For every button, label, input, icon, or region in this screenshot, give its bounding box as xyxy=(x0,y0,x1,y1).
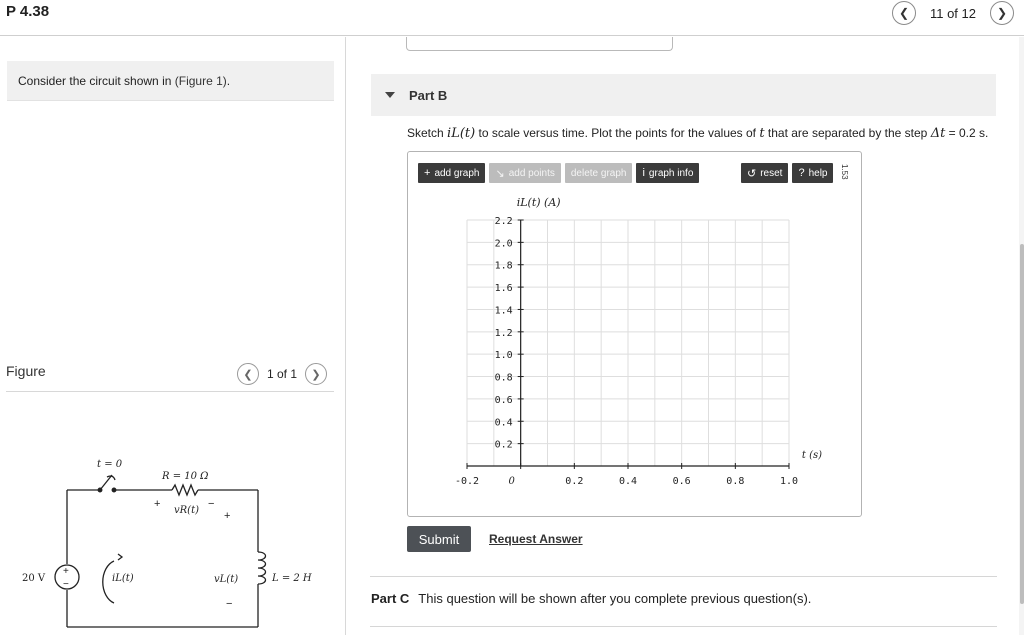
part-b-label: Part B xyxy=(409,88,448,103)
instruction-mid2: that are separated by the step xyxy=(764,126,931,140)
inductor-label: L = 2 H xyxy=(272,573,312,584)
info-icon: i xyxy=(642,167,645,179)
instruction-sketch: Sketch xyxy=(407,126,448,140)
y-tick-label: 0.6 xyxy=(494,394,513,406)
collapse-triangle-icon[interactable] xyxy=(385,92,395,98)
x-tick-label: 1.0 xyxy=(779,476,799,487)
figure-label: Figure xyxy=(6,363,46,379)
add-graph-label: add graph xyxy=(434,167,480,179)
left-panel xyxy=(0,37,346,635)
figure-link[interactable]: (Figure 1) xyxy=(174,74,227,88)
top-bar xyxy=(0,0,1024,36)
instruction-mid: to scale versus time. Plot the points for the values of xyxy=(475,126,760,140)
y-axis-label: iL(t) (A) xyxy=(516,196,561,209)
add-graph-button[interactable] xyxy=(418,163,485,183)
y-tick-label: 1.4 xyxy=(494,305,513,317)
reset-button[interactable] xyxy=(741,163,788,183)
instruction-func: iL(t) xyxy=(447,126,476,141)
y-tick-label: 1.0 xyxy=(494,350,513,362)
intro-prefix: Consider the circuit shown in xyxy=(18,74,175,88)
reset-icon: ↺ xyxy=(747,167,757,180)
figure-pager xyxy=(237,363,327,385)
y-tick-label: 0.8 xyxy=(494,372,513,384)
resistor-label: R = 10 Ω xyxy=(162,471,209,482)
chevron-right-icon[interactable]: ❯ xyxy=(990,1,1014,25)
delete-graph-label: delete graph xyxy=(570,167,627,179)
graph-toolbar-right xyxy=(741,163,837,183)
plot-area[interactable] xyxy=(408,152,863,518)
intro-suffix: . xyxy=(226,74,231,88)
scrollbar-thumb[interactable] xyxy=(1020,244,1024,604)
x-tick-label: 0.4 xyxy=(618,476,638,487)
graph-toolbar xyxy=(418,163,703,183)
side-tag: 1.53 xyxy=(839,164,849,184)
y-tick-label: 1.8 xyxy=(494,260,513,272)
source-label: 20 V xyxy=(22,573,46,584)
divider-bottom xyxy=(370,626,997,627)
vl-minus: − xyxy=(226,598,233,610)
add-points-button[interactable] xyxy=(489,163,560,183)
source-plus: + xyxy=(63,566,69,577)
x-axis-label: t (s) xyxy=(801,450,823,461)
graph-info-label: graph info xyxy=(648,167,694,179)
add-points-label: add points xyxy=(508,167,555,179)
part-c-text: This question will be shown after you complete previous question(s). xyxy=(418,591,812,606)
reset-label: reset xyxy=(760,167,783,179)
circuit-diagram xyxy=(14,457,334,610)
part-c-label: Part C xyxy=(371,591,410,606)
instruction-t: t xyxy=(759,126,765,141)
y-tick-label: 1.2 xyxy=(494,327,513,339)
request-answer-link[interactable]: Request Answer xyxy=(489,532,583,546)
source-minus: − xyxy=(63,579,69,590)
vr-plus: + xyxy=(154,498,161,510)
y-tick-label: 2.2 xyxy=(494,216,513,227)
part-b-header[interactable] xyxy=(371,74,996,116)
y-tick-label: 0.2 xyxy=(494,439,513,451)
part-b-instruction xyxy=(407,126,988,141)
y-tick-label: 0.4 xyxy=(494,417,513,429)
submit-button[interactable]: Submit xyxy=(407,526,471,552)
delete-graph-button[interactable] xyxy=(565,163,633,183)
divider-top xyxy=(370,576,997,577)
question-icon: ? xyxy=(798,167,805,179)
part-c xyxy=(371,591,811,606)
figure-divider xyxy=(6,391,334,392)
vr-label: vR(t) xyxy=(174,505,199,516)
x-tick-label: 0.2 xyxy=(565,476,584,487)
instruction-end: = 0.2 s. xyxy=(945,126,989,140)
x-tick-label: -0.2 xyxy=(454,476,480,487)
current-label: iL(t) xyxy=(112,573,134,584)
chevron-left-icon[interactable]: ❮ xyxy=(892,1,916,25)
points-icon: ↘ xyxy=(495,167,505,180)
x-tick-label: 0 xyxy=(508,476,515,487)
graph-info-button[interactable] xyxy=(636,163,699,183)
intro-text xyxy=(7,61,334,101)
figure-next-icon[interactable]: ❯ xyxy=(305,363,327,385)
problem-pager xyxy=(892,1,1014,25)
x-tick-label: 0.8 xyxy=(726,476,745,487)
x-tick-label: 0.6 xyxy=(672,476,691,487)
help-label: help xyxy=(808,167,828,179)
help-button[interactable] xyxy=(792,163,833,183)
y-tick-label: 2.0 xyxy=(494,238,513,250)
vr-minus: − xyxy=(208,498,215,510)
graph-tool xyxy=(407,151,862,517)
figure-prev-icon[interactable]: ❮ xyxy=(237,363,259,385)
switch-label: t = 0 xyxy=(97,459,123,470)
vl-plus: + xyxy=(224,510,231,522)
pager-text: 11 of 12 xyxy=(929,5,976,21)
problem-title: P 4.38 xyxy=(6,3,50,20)
previous-part-box xyxy=(406,37,673,51)
plus-icon: + xyxy=(424,167,431,179)
instruction-step: Δt xyxy=(930,126,946,141)
figure-pager-text: 1 of 1 xyxy=(267,367,298,381)
vl-label: vL(t) xyxy=(214,574,239,585)
y-tick-label: 1.6 xyxy=(494,283,513,295)
